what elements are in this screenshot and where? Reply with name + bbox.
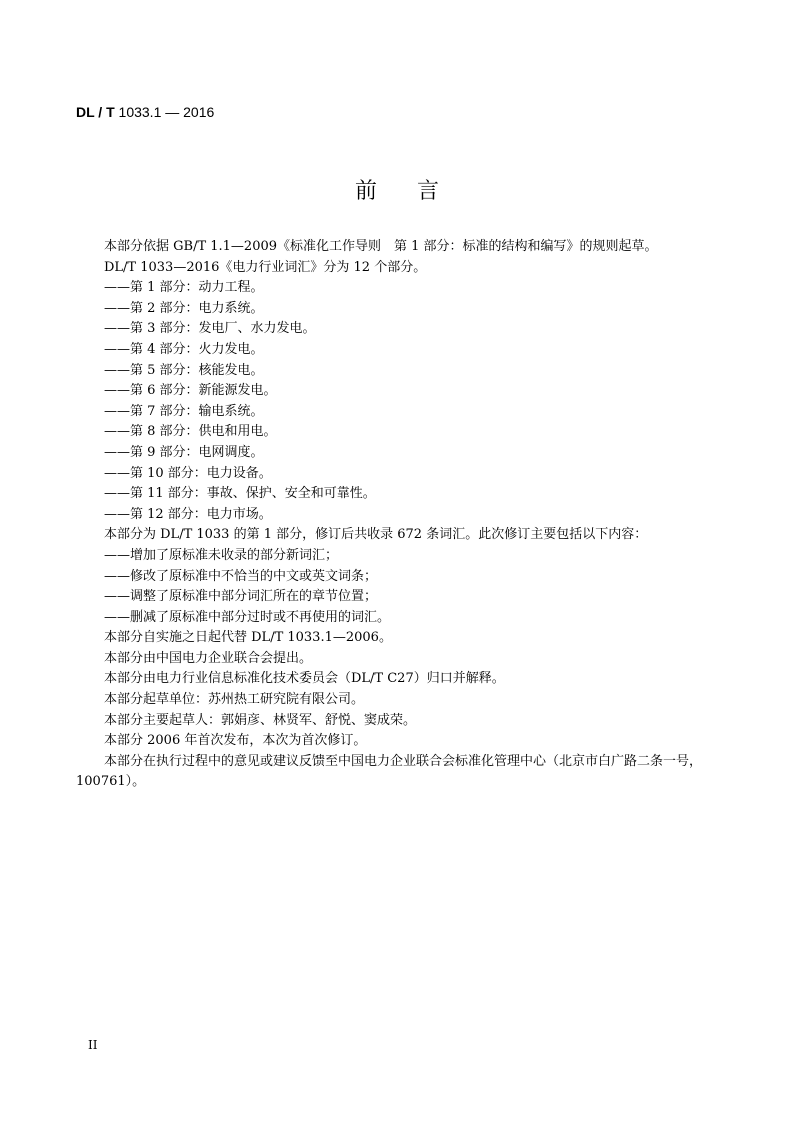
- list-item: ——调整了原标准中部分词汇所在的章节位置；: [104, 589, 378, 605]
- list-item: ——第 9 部分：电网调度。: [104, 444, 264, 460]
- list-item: ——第 11 部分：事故、保护、安全和可靠性。: [104, 486, 376, 502]
- list-item: ——增加了原标准未收录的部分新词汇；: [104, 547, 339, 563]
- list-item: ——第 2 部分：电力系统。: [104, 300, 264, 316]
- list-item: ——第 3 部分：发电厂、水力发电。: [104, 321, 316, 337]
- list-item: ——第 8 部分：供电和用电。: [104, 424, 277, 440]
- standard-number: 1033.1 — 2016: [118, 104, 215, 120]
- paragraph: 本部分依据 GB/T 1.1—2009《标准化工作导则 第 1 部分：标准的结构和编写》的规则起草。: [104, 239, 658, 254]
- standard-code-header: [76, 104, 214, 120]
- list-item: ——第 12 部分：电力市场。: [104, 506, 272, 522]
- paragraph: 本部分 2006 年首次发布，本次为首次修订。: [104, 733, 367, 749]
- page-number: II: [88, 1038, 98, 1052]
- paragraph: 本部分主要起草人：郭娟彦、林贤军、舒悦、窦成荣。: [104, 712, 417, 728]
- list-item: ——第 7 部分：输电系统。: [104, 403, 264, 419]
- paragraph: 本部分自实施之日起代替 DL/T 1033.1—2006。: [104, 630, 392, 646]
- paragraph: 本部分由电力行业信息标准化技术委员会（DL/T C27）归口并解释。: [104, 671, 505, 687]
- list-item: ——修改了原标准中不恰当的中文或英文词条；: [104, 568, 378, 584]
- list-item: ——删减了原标准中部分过时或不再使用的词汇。: [104, 609, 391, 625]
- paragraph: DL/T 1033—2016《电力行业词汇》分为 12 个部分。: [104, 259, 427, 275]
- standard-prefix: DL / T: [76, 104, 115, 120]
- list-item: ——第 1 部分：动力工程。: [104, 280, 264, 296]
- list-item: ——第 4 部分：火力发电。: [104, 341, 264, 357]
- paragraph: 本部分起草单位：苏州热工研究院有限公司。: [104, 692, 365, 708]
- paragraph: 本部分为 DL/T 1033 的第 1 部分，修订后共收录 672 条词汇。此次修订主要包括以下内容：: [104, 527, 648, 543]
- page-title: 前言: [354, 179, 479, 204]
- list-item: ——第 10 部分：电力设备。: [104, 465, 272, 481]
- paragraph: 本部分在执行过程中的意见或建议反馈至中国电力企业联合会标准化管理中心（北京市白广路二条一号，100761）。: [76, 753, 703, 790]
- list-item: ——第 6 部分：新能源发电。: [104, 383, 277, 399]
- paragraph: 本部分由中国电力企业联合会提出。: [104, 650, 313, 666]
- foreword-body: [76, 237, 710, 793]
- list-item: ——第 5 部分：核能发电。: [104, 362, 264, 378]
